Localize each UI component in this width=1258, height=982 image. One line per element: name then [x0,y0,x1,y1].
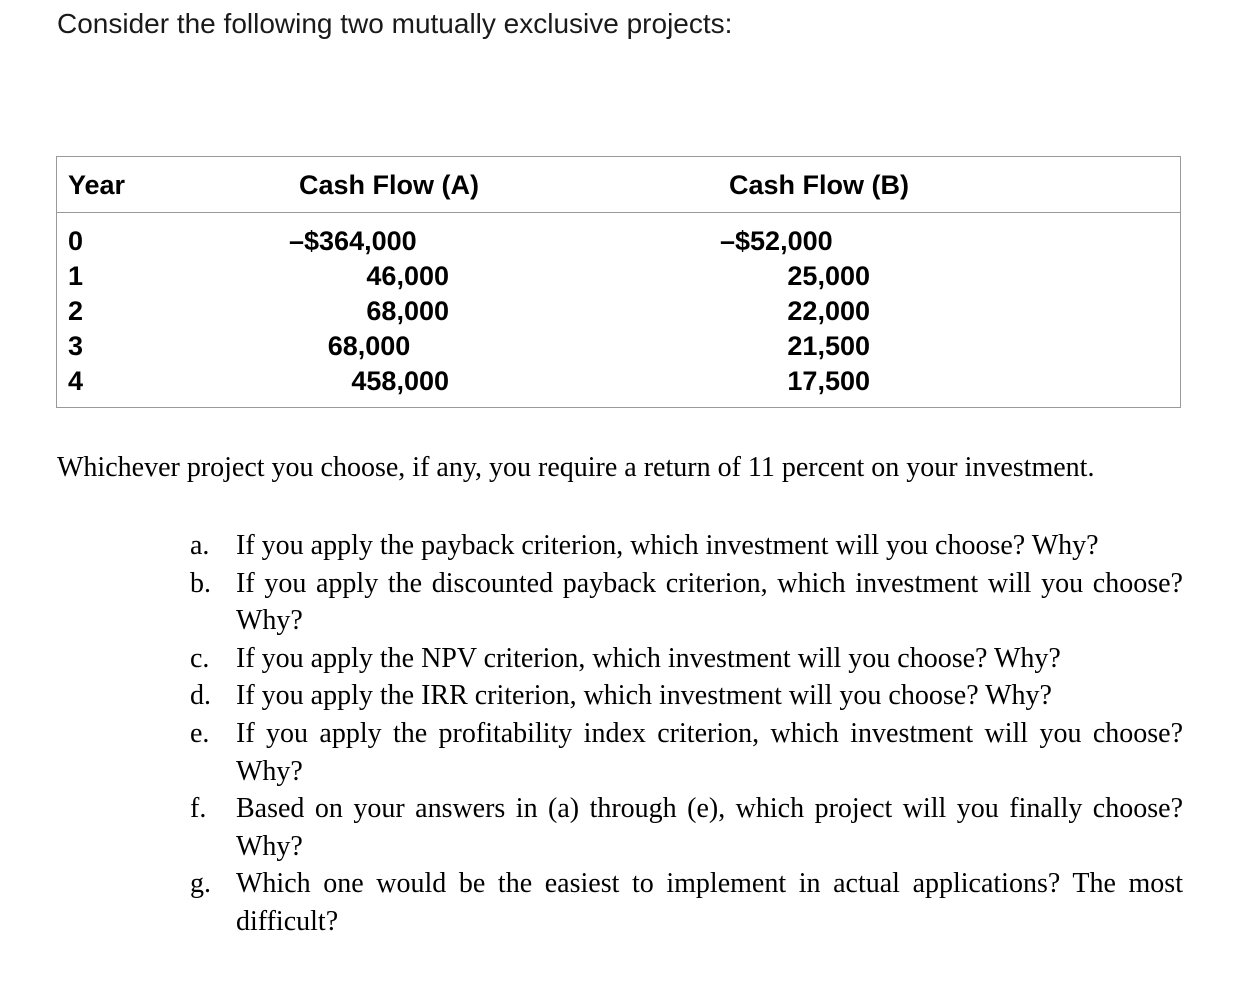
question-letter: f. [190,793,207,825]
cash-flow-b-cell: 17,500 [787,366,870,396]
question-text: Which one would be the easiest to implement in actual applications? The most difficult? [236,868,1183,937]
header-cash-flow-a: Cash Flow (A) [299,170,479,200]
question-item [190,715,1183,790]
question-item [190,565,1183,640]
question-letter: c. [190,642,210,674]
cash-flow-a-cell: 458,000 [351,366,449,396]
question-letter: d. [190,680,211,712]
question-item [190,865,1183,940]
question-item [190,640,1183,678]
question-text: If you apply the payback criterion, which investment will you choose? Why? [236,530,1099,561]
cash-flow-a-cell: 68,000 [327,331,411,361]
cash-flow-b-cell: –$52,000 [720,226,833,256]
question-item [190,527,1183,565]
cash-flow-a-column [289,224,449,399]
question-item [190,677,1183,715]
header-cash-flow-b: Cash Flow (B) [729,170,909,200]
cash-flow-b-cell: 25,000 [787,261,870,291]
required-return-text: Whichever project you choose, if any, you require a return of 11 percent on your investment. [57,452,1095,483]
cash-flow-b-column [720,224,870,399]
year-cell: 0 [68,226,84,256]
cash-flow-a-cell: 46,000 [366,261,449,291]
intro-text: Consider the following two mutually exclusive projects: [57,8,733,39]
year-cell: 4 [68,366,84,396]
table-header-row [57,157,1180,213]
question-letter: g. [190,868,211,900]
question-text: If you apply the NPV criterion, which investment will you choose? Why? [236,642,1061,674]
question-text: If you apply the discounted payback criterion, which investment will you choose? Why? [236,567,1183,637]
cash-flow-a-cell: –$364,000 [289,226,417,256]
year-cell: 1 [68,261,84,291]
question-text: If you apply the profitability index criterion, which investment will you choose? Why? [236,717,1183,787]
question-letter: a. [190,530,210,561]
year-cell: 2 [68,296,84,326]
cash-flow-b-cell: 22,000 [787,296,870,326]
question-list [190,527,1183,941]
year-cell: 3 [68,331,84,361]
question-item [190,790,1183,865]
question-letter: b. [190,567,211,599]
year-column [68,224,83,399]
cash-flow-b-cell: 21,500 [787,331,870,361]
question-text: If you apply the IRR criterion, which investment will you choose? Why? [236,680,1052,712]
cash-flow-a-cell: 68,000 [366,296,449,326]
question-text: Based on your answers in (a) through (e), which project will you finally choose? Why? [236,793,1183,862]
cash-flow-table [56,156,1181,408]
question-letter: e. [190,717,210,749]
header-year: Year [68,170,126,200]
